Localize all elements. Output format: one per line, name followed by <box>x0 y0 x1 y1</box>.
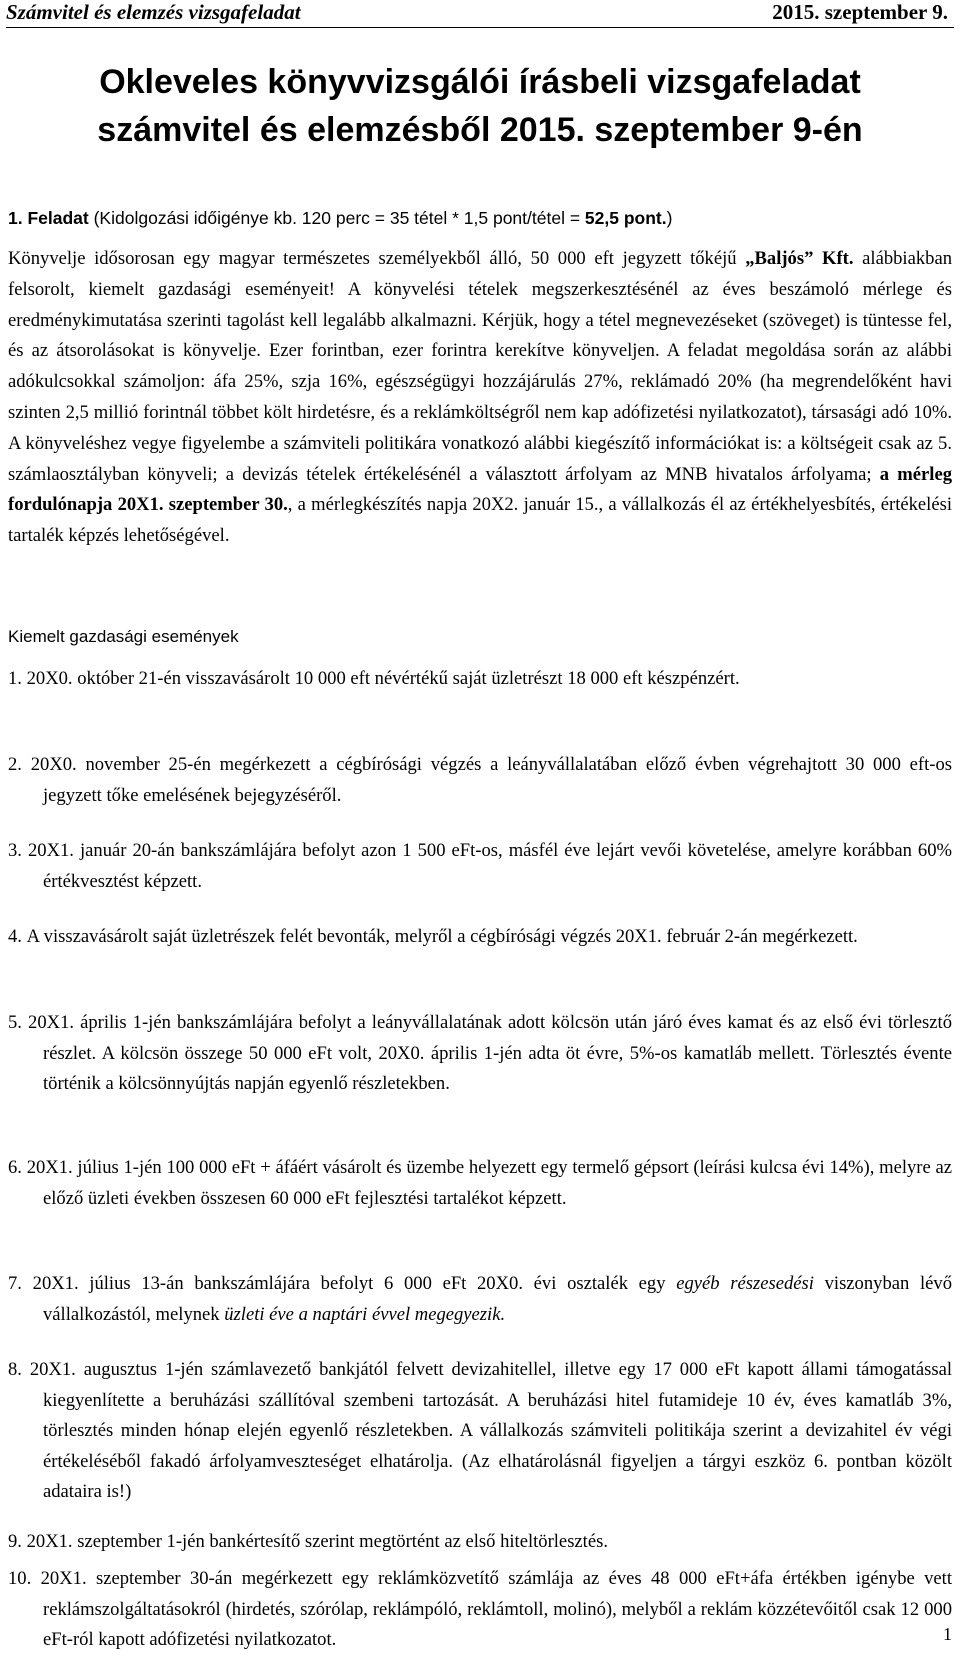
list-item <box>8 1564 952 1656</box>
intro-paragraph <box>8 244 952 552</box>
list-item <box>8 1153 952 1214</box>
item-text: 20X1. szeptember 30-án megérkezett egy reklámközvetítő számlája az éves 48 000 eFt+áfa értékben igénybe vett reklámszolgáltatásokról (hirdetés, szórólap, reklámpóló, reklámtoll, molinó), melyből a reklám közzétevőitől csak 12 000 eFt-ról kapott adófizetési nyilatkozatot. <box>40 1568 952 1651</box>
item-number: 4. <box>8 926 22 947</box>
task-detail: (Kidolgozási időigénye kb. 120 perc = 35 tétel * 1,5 pont/tétel = <box>93 208 585 228</box>
page-title <box>0 58 960 154</box>
list-item <box>8 1355 952 1508</box>
header-date: 2015. szeptember 9. <box>772 0 948 24</box>
list-item <box>8 1527 952 1558</box>
task-points: 52,5 pont. <box>584 208 667 228</box>
item-number: 10. <box>8 1568 32 1589</box>
list-item <box>8 1008 952 1100</box>
page-number: 1 <box>943 1624 952 1644</box>
item-number: 6. <box>8 1157 22 1178</box>
task-label: 1. Feladat <box>8 208 89 228</box>
item-text: 20X1. április 1-jén bankszámlájára befolyt a leányvállalatának adott kölcsön után járó éves kamat és az első évi törlesztő részlet. A kölcsön összege 50 000 eFt volt, 20X0. április 1-jén adta öt évre, 5%-os kamatláb mellett. Törlesztés évente történik a kölcsönnyújtás napján egyenlő részletekben. <box>28 1012 952 1095</box>
balance-date: a mérleg fordulónapja 20X1. szeptember 30. <box>8 463 953 516</box>
page-title-line-2: számvitel és elemzésből 2015. szeptember 9-én <box>97 111 863 149</box>
intro-part-3: , a mérlegkészítés napja 20X2. január 15., a vállalkozás él az értékhelyesbítés, értékelési tartalék képzés lehetőségével. <box>8 494 953 547</box>
list-item <box>8 836 952 897</box>
running-header <box>6 0 954 28</box>
list-item <box>8 922 952 953</box>
item-text-italic-1: egyéb részesedési <box>676 1273 814 1294</box>
item-number: 8. <box>8 1359 22 1380</box>
section-heading: Kiemelt gazdasági események <box>8 627 239 646</box>
list-item <box>8 1269 952 1330</box>
task-close: ) <box>666 208 673 228</box>
task-header <box>8 206 952 230</box>
item-number: 3. <box>8 840 22 861</box>
item-number: 1. <box>8 668 22 689</box>
list-item <box>8 750 952 811</box>
list-item <box>8 664 952 695</box>
company-name: „Baljós” Kft. <box>745 248 854 269</box>
item-text: 20X0. november 25-én megérkezett a cégbírósági végzés a leányvállalatában előző évben végrehajtott 30 000 eft-os jegyzett tőke emelésének bejegyzéséről. <box>30 754 952 806</box>
item-text-b: viszonyban lévő vállalkozástól, melynek <box>43 1273 952 1325</box>
item-text: A visszavásárolt saját üzletrészek felét bevonták, melyről a cégbírósági végzés 20X1. február 2-án megérkezett. <box>26 926 858 947</box>
intro-part-1: Könyvelje idősorosan egy magyar természetes személyekből álló, 50 000 eft jegyzett tőkéjű <box>8 248 746 269</box>
item-number: 7. <box>8 1273 22 1294</box>
item-text: 20X1. január 20-án bankszámlájára befolyt azon 1 500 eFt-os, másfél éve lejárt vevői követelése, amelyre korábban 60% értékvesztést képzett. <box>27 840 952 892</box>
item-text: 20X1. augusztus 1-jén számlavezető bankjától felvett devizahitellel, illetve egy 17 000 eFt kapott állami támogatással kiegyenlítette a beruházási szállítóval szembeni tartozását. A beruházási hitel futamideje 10 év, éves kamatláb 3%, törlesztés minden hónap elején egyenlő részletekben. A vállalkozás számviteli politikája szerint a devizahitel év végi értékeléséből fakadó árfolyamveszteséget elhatárolja. (Az elhatárolásnál figyeljen a tárgyi eszköz 6. pontban közölt adataira is!) <box>29 1359 952 1503</box>
header-title: Számvitel és elemzés vizsgafeladat <box>6 0 301 24</box>
item-text: 20X1. szeptember 1-jén bankértesítő szerint megtörtént az első hiteltörlesztés. <box>26 1531 608 1552</box>
item-number: 2. <box>8 754 22 775</box>
item-text: 20X0. október 21-én visszavásárolt 10 000 eft névértékű saját üzletrészt 18 000 eft készpénzért. <box>26 668 740 689</box>
item-number: 9. <box>8 1531 22 1552</box>
item-number: 5. <box>8 1012 22 1033</box>
item-text: 20X1. július 1-jén 100 000 eFt + áfáért vásárolt és üzembe helyezett egy termelő gépsort (leírási kulcsa évi 14%), melyre az előző üzleti években összesen 60 000 eFt fejlesztési tartalékot képzett. <box>26 1157 952 1209</box>
item-text-a: 20X1. július 13-án bankszámlájára befolyt 6 000 eFt 20X0. évi osztalék egy <box>32 1273 677 1294</box>
item-text-italic-2: üzleti éve a naptári évvel megegyezik. <box>224 1303 506 1325</box>
intro-part-2: alábbiakban felsorolt, kiemelt gazdasági eseményeit! A könyvelési tételek megszerkesztésénél az éves beszámoló mérlege és eredménykimutatása szerinti tagolást kell legalább alkalmazni. Kérjük, hogy a tétel megnevezéseket (szöveget) is tüntesse fel, és az átsorolásokat is könyvelje. Ezer forintban, ezer forintra kerekítve könyveljen. A feladat megoldása során az alábbi adókulcsokkal számoljon: áfa 25%, szja 16%, egészségügyi hozzájárulás 27%, reklámadó 20% (ha megrendelőként havi szinten 2,5 millió forintnál többet költ hirdetésre, és a reklámköltségről nem kap adófizetési nyilatkozatot), társasági adó 10%. A könyveléshez vegye figyelembe a számviteli politikára vonatkozó alábbi kiegészítő információkat is: a költségeit csak az 5. számlaosztályban könyveli; a devizás tételek értékelésénél a választott árfolyam az MNB hivatalos árfolyama; <box>8 248 952 485</box>
page-title-line-1: Okleveles könyvvizsgálói írásbeli vizsgafeladat <box>99 63 861 101</box>
